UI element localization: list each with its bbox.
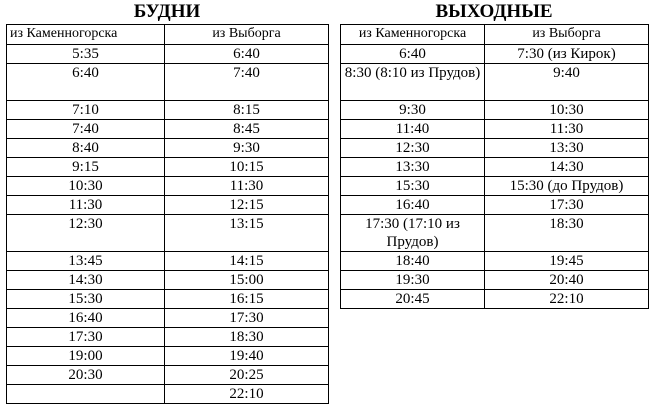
table-row bbox=[341, 120, 649, 139]
departure-vyborg: 11:30 bbox=[485, 120, 649, 139]
departure-vyborg: 19:45 bbox=[485, 252, 649, 271]
departure-kamennogorsk: 16:40 bbox=[7, 309, 165, 328]
departure-kamennogorsk: 6:40 bbox=[341, 45, 485, 64]
departure-vyborg: 18:30 bbox=[485, 215, 649, 252]
departure-kamennogorsk: 17:30 bbox=[7, 328, 165, 347]
departure-kamennogorsk: 10:30 bbox=[7, 177, 165, 196]
departure-kamennogorsk: 18:40 bbox=[341, 252, 485, 271]
table-row bbox=[7, 139, 329, 158]
departure-kamennogorsk: 15:30 bbox=[7, 290, 165, 309]
table-row bbox=[341, 215, 649, 252]
table-row bbox=[7, 347, 329, 366]
table-header-row bbox=[7, 25, 329, 45]
departure-vyborg: 16:15 bbox=[165, 290, 329, 309]
table-row bbox=[341, 196, 649, 215]
table-row bbox=[341, 271, 649, 290]
table-row bbox=[7, 309, 329, 328]
departure-vyborg: 14:15 bbox=[165, 252, 329, 271]
departure-kamennogorsk: 15:30 bbox=[341, 177, 485, 196]
weekdays-title: БУДНИ bbox=[133, 1, 201, 22]
departure-kamennogorsk bbox=[7, 385, 165, 404]
departure-kamennogorsk: 19:00 bbox=[7, 347, 165, 366]
departure-kamennogorsk: 11:30 bbox=[7, 196, 165, 215]
table-row bbox=[7, 252, 329, 271]
departure-kamennogorsk: 16:40 bbox=[341, 196, 485, 215]
table-row bbox=[341, 45, 649, 64]
departure-kamennogorsk: 8:40 bbox=[7, 139, 165, 158]
departure-kamennogorsk: 17:30 (17:10 из Прудов) bbox=[341, 215, 485, 252]
departure-vyborg: 6:40 bbox=[165, 45, 329, 64]
table-row bbox=[7, 196, 329, 215]
weekend-title: ВЫХОДНЫЕ bbox=[435, 1, 553, 22]
departure-kamennogorsk: 9:15 bbox=[7, 158, 165, 177]
table-row bbox=[7, 215, 329, 252]
table-row bbox=[7, 101, 329, 120]
table-row bbox=[341, 252, 649, 271]
departure-vyborg: 11:30 bbox=[165, 177, 329, 196]
departure-kamennogorsk: 9:30 bbox=[341, 101, 485, 120]
departure-kamennogorsk: 14:30 bbox=[7, 271, 165, 290]
departure-vyborg: 15:00 bbox=[165, 271, 329, 290]
column-header-from-vyborg: из Выборга bbox=[485, 25, 649, 45]
departure-kamennogorsk: 20:45 bbox=[341, 290, 485, 309]
departure-kamennogorsk: 13:30 bbox=[341, 158, 485, 177]
table-row bbox=[341, 139, 649, 158]
departure-vyborg: 9:40 bbox=[485, 64, 649, 101]
table-row bbox=[341, 64, 649, 101]
departure-vyborg: 8:15 bbox=[165, 101, 329, 120]
departure-vyborg: 17:30 bbox=[485, 196, 649, 215]
table-row bbox=[341, 290, 649, 309]
departure-vyborg: 12:15 bbox=[165, 196, 329, 215]
table-row bbox=[7, 385, 329, 404]
departure-kamennogorsk: 19:30 bbox=[341, 271, 485, 290]
table-row bbox=[341, 158, 649, 177]
column-header-from-vyborg: из Выборга bbox=[165, 25, 329, 45]
table-row bbox=[7, 290, 329, 309]
table-row bbox=[7, 45, 329, 64]
table-row bbox=[341, 101, 649, 120]
departure-kamennogorsk: 12:30 bbox=[341, 139, 485, 158]
departure-vyborg: 13:15 bbox=[165, 215, 329, 252]
departure-kamennogorsk: 20:30 bbox=[7, 366, 165, 385]
departure-kamennogorsk: 8:30 (8:10 из Прудов) bbox=[341, 64, 485, 101]
departure-kamennogorsk: 7:10 bbox=[7, 101, 165, 120]
departure-vyborg: 22:10 bbox=[485, 290, 649, 309]
departure-vyborg: 7:30 (из Кирок) bbox=[485, 45, 649, 64]
departure-kamennogorsk: 13:45 bbox=[7, 252, 165, 271]
departure-vyborg: 15:30 (до Прудов) bbox=[485, 177, 649, 196]
table-row bbox=[7, 366, 329, 385]
departure-vyborg: 7:40 bbox=[165, 64, 329, 101]
departure-vyborg: 10:30 bbox=[485, 101, 649, 120]
departure-vyborg: 14:30 bbox=[485, 158, 649, 177]
departure-vyborg: 19:40 bbox=[165, 347, 329, 366]
departure-kamennogorsk: 6:40 bbox=[7, 64, 165, 101]
departure-vyborg: 18:30 bbox=[165, 328, 329, 347]
departure-kamennogorsk: 12:30 bbox=[7, 215, 165, 252]
departure-vyborg: 22:10 bbox=[165, 385, 329, 404]
departure-vyborg: 13:30 bbox=[485, 139, 649, 158]
departure-vyborg: 17:30 bbox=[165, 309, 329, 328]
departure-kamennogorsk: 7:40 bbox=[7, 120, 165, 139]
table-row bbox=[7, 64, 329, 101]
departure-vyborg: 8:45 bbox=[165, 120, 329, 139]
table-row bbox=[7, 328, 329, 347]
table-row bbox=[7, 120, 329, 139]
departure-vyborg: 10:15 bbox=[165, 158, 329, 177]
table-row bbox=[7, 158, 329, 177]
table-row bbox=[341, 177, 649, 196]
departure-vyborg: 9:30 bbox=[165, 139, 329, 158]
departure-vyborg: 20:25 bbox=[165, 366, 329, 385]
table-header-row bbox=[341, 25, 649, 45]
departure-kamennogorsk: 11:40 bbox=[341, 120, 485, 139]
weekdays-schedule-table bbox=[6, 24, 329, 404]
table-row bbox=[7, 177, 329, 196]
weekend-schedule-table bbox=[340, 24, 649, 309]
departure-kamennogorsk: 5:35 bbox=[7, 45, 165, 64]
table-row bbox=[7, 271, 329, 290]
column-header-from-kamennogorsk: из Каменногорска bbox=[7, 25, 165, 45]
departure-vyborg: 20:40 bbox=[485, 271, 649, 290]
column-header-from-kamennogorsk: из Каменногорска bbox=[341, 25, 485, 45]
